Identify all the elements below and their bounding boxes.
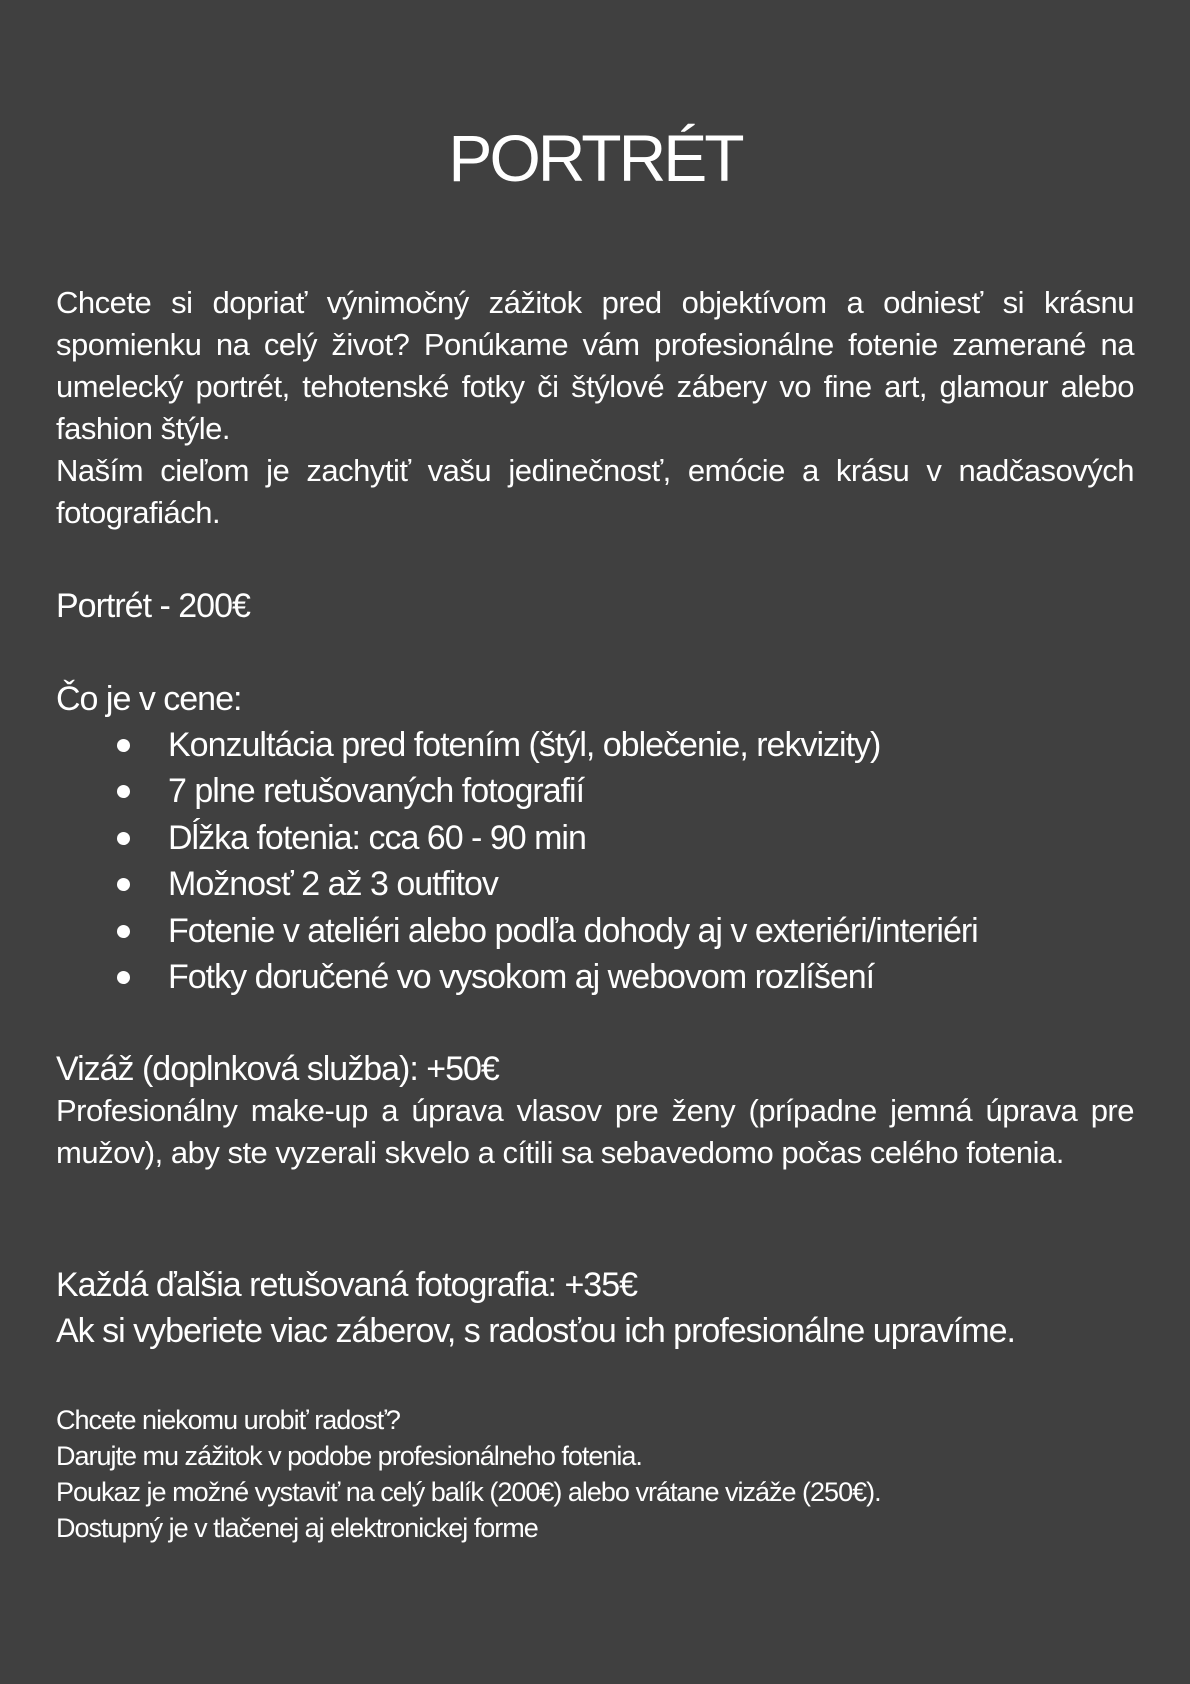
intro-paragraph: Naším cieľom je zachytiť vašu jedinečnosť, emócie a krásu v nadčasových fotografiách.	[56, 453, 1134, 530]
list-item-text: Fotenie v ateliéri alebo podľa dohody aj v exteriéri/interiéri	[168, 911, 978, 950]
voucher-line: Poukaz je možné vystaviť na celý balík (200€) alebo vrátane vizáže (250€).	[56, 1477, 881, 1507]
included-heading: Čo je v cene:	[56, 680, 242, 718]
list-item-text: Konzultácia pred fotením (štýl, oblečenie, rekvizity)	[168, 726, 881, 764]
price-line: Portrét - 200€	[56, 587, 250, 625]
extra-photo-section	[56, 1262, 1134, 1354]
list-item-text: Možnosť 2 až 3 outfitov	[168, 865, 498, 904]
voucher-line: Chcete niekomu urobiť radosť?	[56, 1405, 400, 1435]
intro-section	[56, 282, 1134, 534]
page-title: PORTRÉT	[448, 121, 742, 195]
list-item	[56, 815, 1134, 861]
bullet-icon	[117, 832, 130, 845]
list-item	[56, 908, 1134, 954]
voucher-section	[56, 1402, 1134, 1546]
bullet-icon	[117, 878, 130, 891]
visage-description: Profesionálny make-up a úprava vlasov pre ženy (prípadne jemná úprava pre mužov), aby ste vyzerali skvelo a cítili sa sebavedomo počas celého fotenia.	[56, 1093, 1134, 1170]
list-item	[56, 954, 1134, 1000]
bullet-icon	[117, 785, 130, 798]
list-item	[56, 768, 1134, 814]
list-item-text: 7 plne retušovaných fotografií	[168, 772, 585, 811]
list-item	[56, 722, 1134, 768]
voucher-line: Dostupný je v tlačenej aj elektronickej forme	[56, 1513, 538, 1543]
bullet-icon	[117, 739, 130, 752]
visage-heading: Vizáž (doplnková služba): +50€	[56, 1050, 499, 1088]
extra-photo-description: Ak si vyberiete viac záberov, s radosťou ich profesionálne upravíme.	[56, 1312, 1015, 1350]
list-item	[56, 861, 1134, 907]
extra-photo-heading: Každá ďalšia retušovaná fotografia: +35€	[56, 1266, 638, 1304]
list-item-text: Dĺžka fotenia: cca 60 - 90 min	[168, 818, 586, 857]
voucher-line: Darujte mu zážitok v podobe profesionálneho fotenia.	[56, 1441, 642, 1471]
bullet-icon	[117, 925, 130, 938]
intro-paragraph: Chcete si dopriať výnimočný zážitok pred objektívom a odniesť si krásnu spomienku na celý život? Ponúkame vám profesionálne fotenie zamerané na umelecký portrét, tehotenské fotky či štýlové zábery vo fine art, glamour alebo fashion štýle.	[56, 285, 1134, 446]
bullet-icon	[117, 971, 130, 984]
list-item-text: Fotky doručené vo vysokom aj webovom rozlíšení	[168, 957, 875, 996]
included-list	[56, 722, 1134, 1000]
visage-section	[56, 1048, 1134, 1174]
